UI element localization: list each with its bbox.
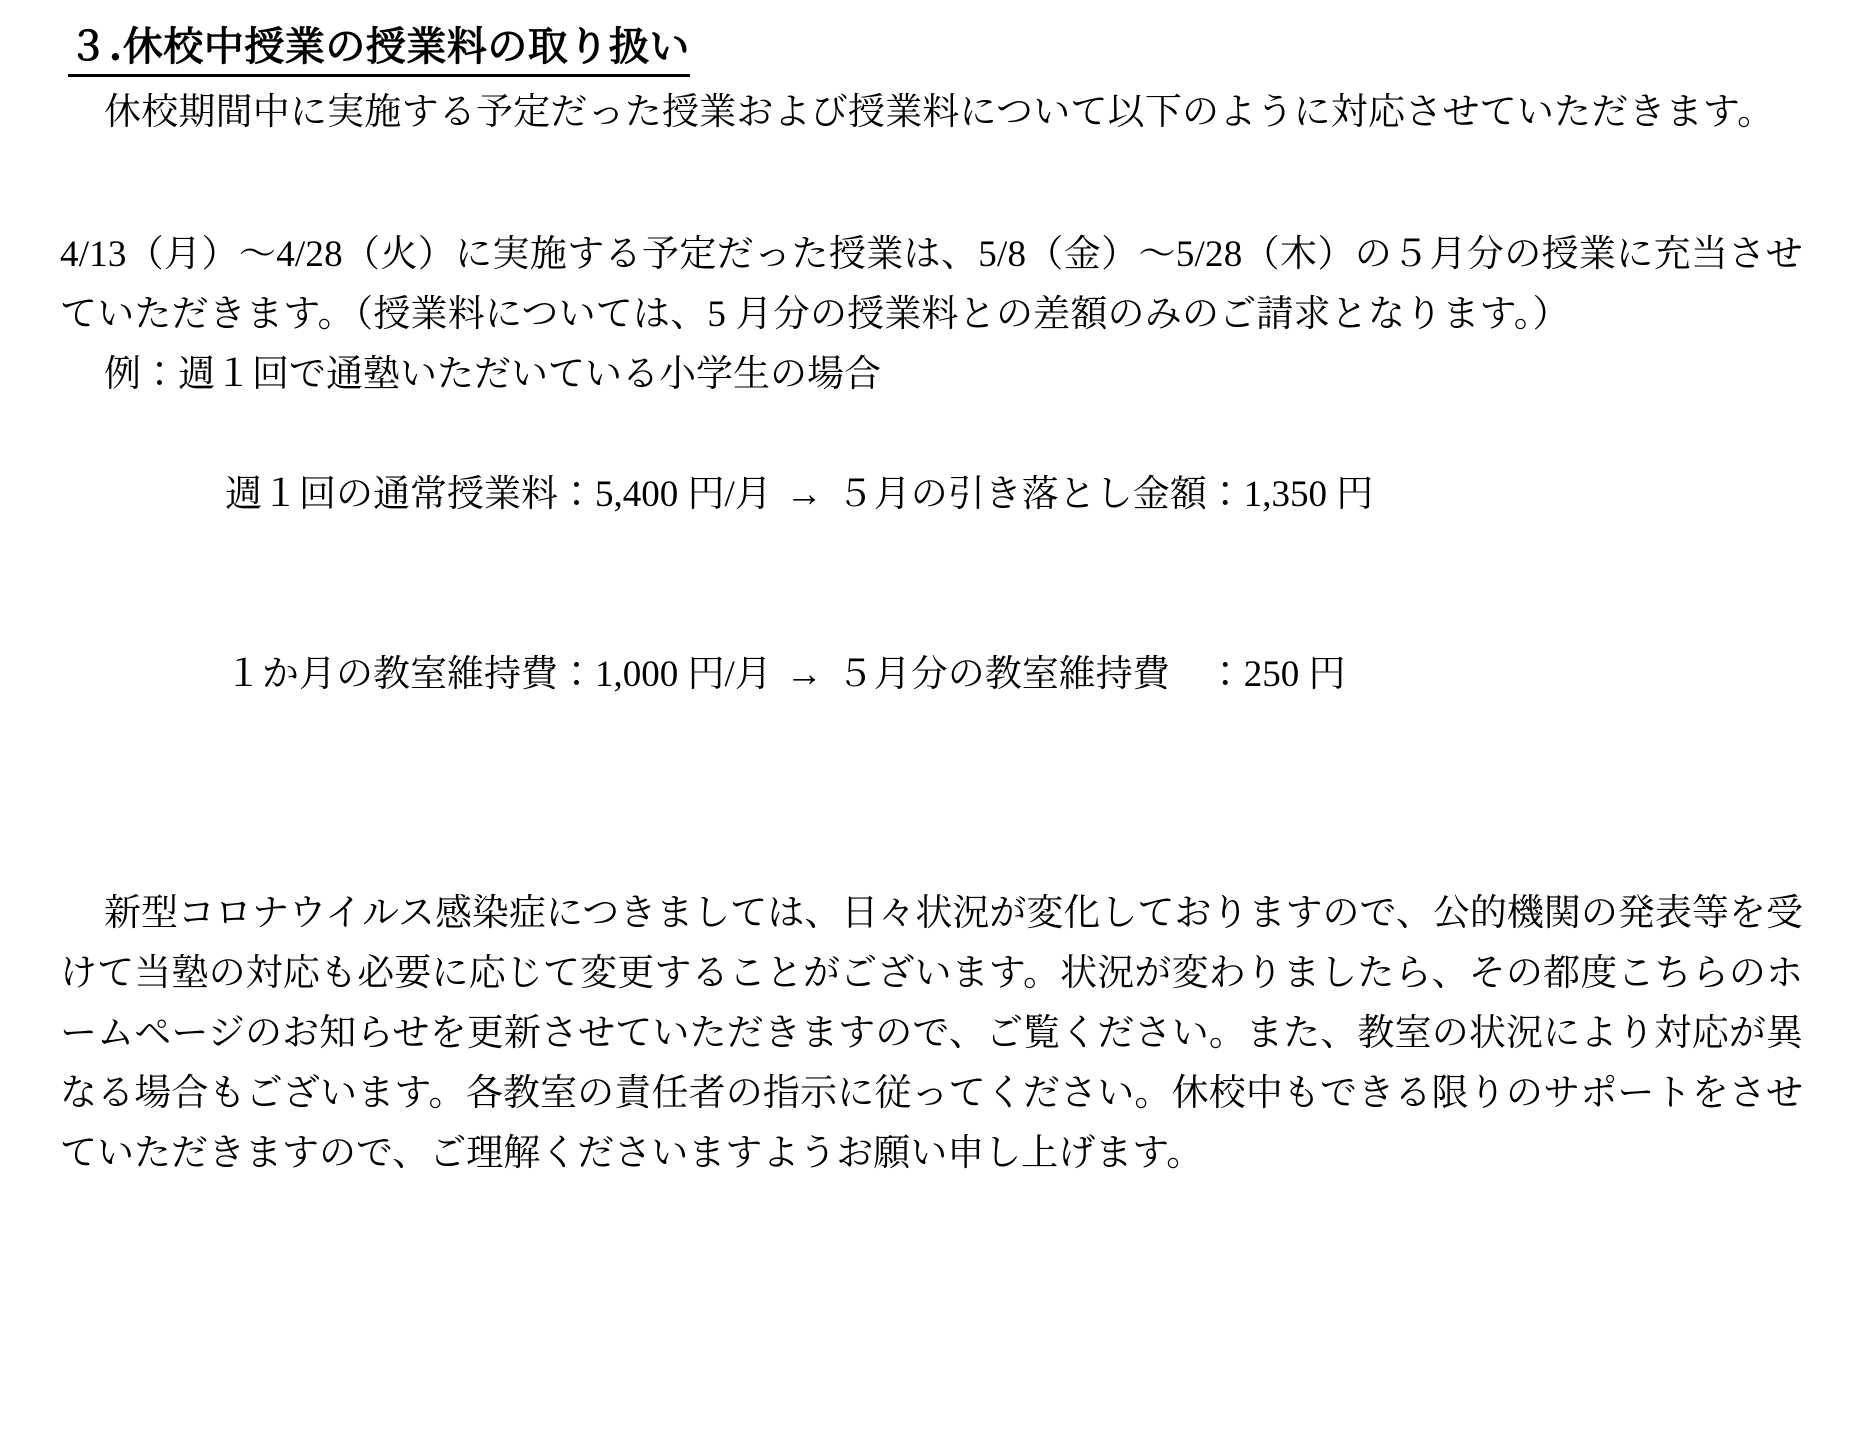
example-row	[60, 585, 1803, 765]
closing-paragraph: 新型コロナウイルス感染症につきましては、日々状況が変化しておりますので、公的機関の発表等を受けて当塾の対応も必要に応じて変更することがございます。状況が変わりましたら、その都度こちらのホームページのお知らせを更新させていただきますので、ご覧ください。また、教室の状況により対応が異なる場合もございます。各教室の責任者の指示に従ってください。休校中もできる限りのサポートをさせていただきますので、ご理解くださいますようお願い申し上げます。	[60, 893, 1803, 1175]
example-row	[60, 405, 1803, 585]
intro-paragraph: 休校期間中に実施する予定だった授業および授業料について以下のように対応させていただきます。	[104, 92, 1775, 133]
paragraph-spacer-2	[60, 764, 1803, 884]
section-heading-wrapper	[60, 22, 1803, 83]
example-row-left: １か月の教室維持費：1,000 円/月	[225, 653, 772, 695]
arrow-icon: →	[785, 653, 823, 695]
example-row-left: 週１回の通常授業料：5,400 円/月	[225, 473, 772, 515]
section-heading: ３.休校中授業の授業料の取り扱い	[68, 22, 690, 77]
arrow-icon: →	[785, 473, 823, 515]
policy-paragraph: 4/13（月）～4/28（火）に実施する予定だった授業は、5/8（金）～5/28（木）の５月分の授業に充当させていただきます。（授業料については、5 月分の授業料との差額のみのご請求となります。）	[60, 233, 1803, 335]
paragraph-spacer-1	[60, 143, 1803, 225]
example-heading: 例：週１回で通塾いただいている小学生の場合	[104, 353, 881, 395]
example-row-right: ５月分の教室維持費 ：250 円	[836, 653, 1346, 695]
example-row-right: ５月の引き落とし金額：1,350 円	[836, 473, 1374, 515]
